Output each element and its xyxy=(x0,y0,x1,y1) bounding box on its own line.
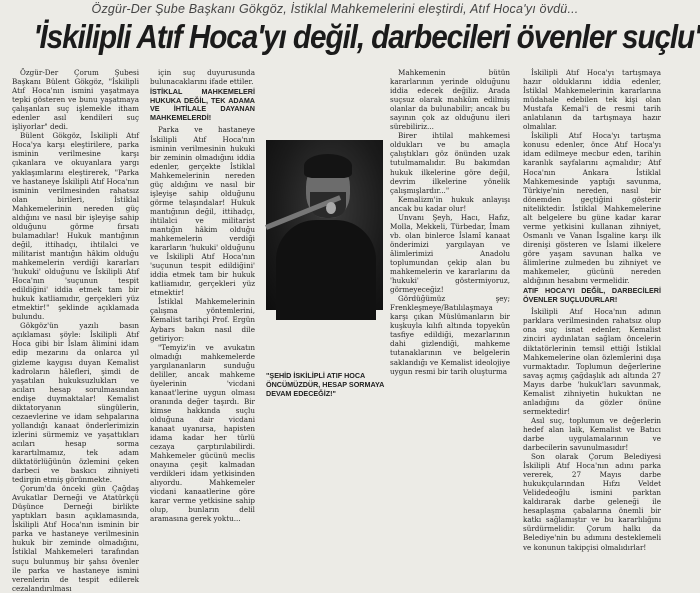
paragraph: için suç duyurusunda bulunacaklarını ifade ettiler. xyxy=(150,68,255,87)
paragraph: İstiklal Mahkemelerinin çalışma yöntemlerini, Kemalist tarihçi Prof. Ergün Aybars bakın nasıl dile getiriyor: xyxy=(150,297,255,343)
portrait-photo xyxy=(266,140,383,310)
article-kicker: Özgür-Der Şube Başkanı Gökgöz, İstiklal Mahkemelerini eleştirdi, Atıf Hoca'yı övdü... xyxy=(91,2,579,16)
pull-quote: "ŞEHİD İSKİLİPLİ ATIF HOCA ÖNCÜMÜZDÜR, HESAP SORMAYA DEVAM EDECEĞİZ!" xyxy=(266,371,385,398)
paragraph: Mahkemenin bütün kararlarının yerinde olduğunu iddia edecek değiliz. Arada suçsuz olarak mahkûm edilmiş olanlar da bulunabilir; ancak bu sayının çok az olduğunu ileri sürebiliriz... xyxy=(390,68,510,132)
paragraph: Gökgöz'ün yazılı basın açıklaması şöyle: İskilipli Atıf Hoca gibi bir İslam âlimini idam edip mezarını da onlarca yıl gizleme kaygısı duyan Kemalist kadroların hâlefleri, şimdi de yaşatılan hukuksuzlukları ve acıları hesap sorulmasından endişe duymaktalar! Kemalist diktatoryanın süngülerin, cezaevlerine ve idam sehpalarına yollandığı kanaat önderlerimizin izlerini sürmemiz ve yaşattıkları acıları hesap sorma karartılmamız, tek adam diktatörlüğünün özlemini çeken darbeci ve baskıcı zihniyeti tedirgin etmiş görünmekte. xyxy=(12,321,139,485)
paragraph: Birer ihtilal mahkemesi oldukları ve bu amaçla çalıştıkları göz önünden uzak tutulmamalıdır. Bu bakımdan hukuk ilkelerine göre değil, devrim ilkelerine yönelik çalışmışlardır..." xyxy=(390,131,510,195)
article-headline: 'İskilipli Atıf Hoca'yı değil, darbecileri övenler suçlu' xyxy=(33,18,700,55)
paragraph: İskilipli Atıf Hoca'yı tartışmaya hazır olduklarını iddia edenler, İstiklal Mahkemelerinin kararlarına müdahale edebilen tek kişi olan Mustafa Kemal'i de resmi tarih anlatılanın da tartışmaya hazır olmalılar. xyxy=(523,68,661,132)
paragraph: Unvanı Şeyh, Hacı, Hafız, Molla, Mekkeli, Türbedar, İmam vb. olan binlerce İslamî kanaat önderimizi yargılayan ve âlimlerimizi Anadolu toplumundan çekip alan bu mahkemelerin ve kararlarını da 'hukuki' göstermiyoruz, görmeyeceğiz! xyxy=(390,212,510,295)
article-column-2 xyxy=(150,68,255,524)
paragraph: İskilipli Atıf Hoca'nın adının parklara verilmesinden rahatsız olup ona suç isnat edenler, Kemalist zinciri aydınlatan sağlam öncelerin diktatörlerinin temsil ettiği İstiklal Mahkemelerine olan özlemlerini dışa vurmaktadır. Toplumun değerlerine savaş açmış çağdaşlık adı altında 27 Mayıs darbe 'hukuk'ları savunmak, Kemalist zihniyetin hukuktan ne anladığını da gözler önüne sermektedir! xyxy=(523,307,661,416)
paragraph: Son olarak Çorum Belediyesi İskilipli Atıf Hoca'nın adını parka vererek, 27 Mayıs darbe hukukçularından Hıfzı Veldet Velidedeoğlu ismini parktan kaldırarak darbe geleneği ile hesaplaşma çabalarına önemli bir katkı sağlamıştır ve bu kararlılığını sürdürmelidir. Çorum halkı da Belediye'nin bu adımını desteklemeli ve konunun takipçisi olmalıdırlar! xyxy=(523,452,661,552)
photo-body xyxy=(276,220,376,320)
article-column-5 xyxy=(523,68,661,552)
paragraph: Bülent Gökgöz, İskilipli Atıf Hoca'ya karşı eleştirilere, parka isminin verilmesine karşı çıkanlara ve okuyanlara yargı yaklaşımlarını eleştirerek, "Parka ve hastaneye İskilipli Atıf Hoca'nın isminin verilmesinden rahatsız olan birileri, İstiklal Mahkemelerinin nereden güç aldığını ve nasıl bir işleyişe sahip olduğunu görme fırsatı bulamadılar! Hukuk mantığının değil, ittihadçı, ihtilalci ve militarist mantığın hâkim olduğu mahkemelerin verdiği kararları 'hukuki' olduğunu ve İskilipli Atıf Hoca'nın 'suçunun tespit edildiğini' iddia etmek tam bir hukuk katliamıdır, gerçekleri yüz etmektir!" şeklinde açıklamada bulundu. xyxy=(12,131,139,322)
paragraph: Kemalizm'in hukuk anlayışı ancak bu kadar olur! xyxy=(390,194,510,213)
paragraph: İskilipli Atıf Hoca'yı tartışma konusu edenler, önce Atıf Hoca'yı idam edilmeye mecbur eden, tarihin karanlık sayfalarını açmalıdır; Atıf Hoca'nın Ankara İstiklal Mahkemesinde yaptığı savunma, Türkiye'nin nereden, nasıl bir dönemden geçtiğini gösterir niteliktedir. İstiklal Mahkemelerine alt belgelere bu güne kadar karar verme yetkisini kullanan zihniyet, Osmanlı ve Vanan İsgaline karşı ilk direnişi gösteren ve İslami ilkelere göre yaşam savunan halka ve âlimlerine zulmeden bu zihniyet ve mahkemeler, gücünü nereden aldığının hesabını vermelidir. xyxy=(523,131,661,286)
paragraph: Çorum'da önceki gün Çağdaş Avukatlar Derneği ve Atatürkçü Düşünce Derneği birlikte yaptıkları basın açıklamasında, İskilipli Atıf Hoca'nın isminin bir parka ve hastaneye verilmesinin hukuk bir zeminde olmadığını, İstiklal Mahkemeleri tarafından suçu bulunmuş bir şahsı övenler ile parka ve hastaneye ismini verenlerin de tespit edilerek cezalandırılması xyxy=(12,484,139,593)
photo-hair xyxy=(304,154,352,178)
paragraph: Gördüğümüz şey; Frenkleşmeye/Batılılaşmaya karşı çıkan Müslümanların bir kuşkuyla kılıfı altında topyekûn tasfiye edildiği, mezarlarının dahi gizlendiği, mahkeme tutanaklarının ve belgelerin saklandığı ve Kemalist ideolojiye uygun resmi bir tarih oluşturma xyxy=(390,294,510,376)
article-column-1 xyxy=(12,68,139,593)
paragraph: Özgür-Der Çorum Şubesi Başkanı Bülent Gökgöz, "İskilipli Atıf Hoca'nın ismini yaşatmaya tepki gösteren ve bunu yaşatmaya çalışanları suç işlemekle itham edenler asıl kendileri suç işliyorlar" dedi. xyxy=(12,68,139,132)
paragraph: Asıl suç, toplumun ve değerlerin hedef alan laik, Kemalist ve Batıcı darbe uygulamalarının ve darbecilerin savunulmasıdır! xyxy=(523,415,661,453)
paragraph: "Temyiz'in ve avukatın olmadığı mahkemelerde yargılananların sunduğu deliller, ancak mahkeme üyelerinin 'vicdani kanaat'lerine uygun olması oranında değer taşırdı. Bir kimse hakkında suçlu olduğuna dair vicdani kanaat uyanırsa, hapisten idama kadar her türlü cezaya çarptırılabilirdi. Mahkemeler gücünü meclis onayına çeşit kalmadan verdikleri idam yetkisinden alıyordu. Mahkemeler vicdani kanaatlerine göre karar verme yetkisine sahip olup, bunların delil aramasına gerek yoktu... xyxy=(150,342,255,524)
section-subheading: İSTİKLAL MAHKEMELERİ HUKUKA DEĞİL, TEK ADAMA VE İHTİLALE DAYANAN MAHKEMELERDİ! xyxy=(150,87,255,122)
article-column-4 xyxy=(390,68,510,420)
section-subheading: ATIF HOCA'YI DEĞİL, DARBECİLERİ ÖVENLER SUÇLUDURLAR! xyxy=(523,286,661,304)
paragraph: Parka ve hastaneye İskilipli Atıf Hoca'nın isminin verilmesinin hukuki bir zeminin olmadığını iddia edenler, gerçekte İstiklal Mahkemelerinin nereden güç aldığını ve nasıl bir işleyişe sahip olduğunu görme telaşındalar! Hukuk mantığının değil, ittihadçı, ihtilalci ve militarist mantığın hâkim olduğu mahkemelerin verdiği kararların 'hukuki' olduğunu ve İskilipli Atıf Hoca'nın 'suçunun tespit edildiğini' iddia etmek tam bir hukuk katliamıdır, gerçekleri yüz etmektir! xyxy=(150,125,255,298)
microphone-head-icon xyxy=(326,202,336,214)
